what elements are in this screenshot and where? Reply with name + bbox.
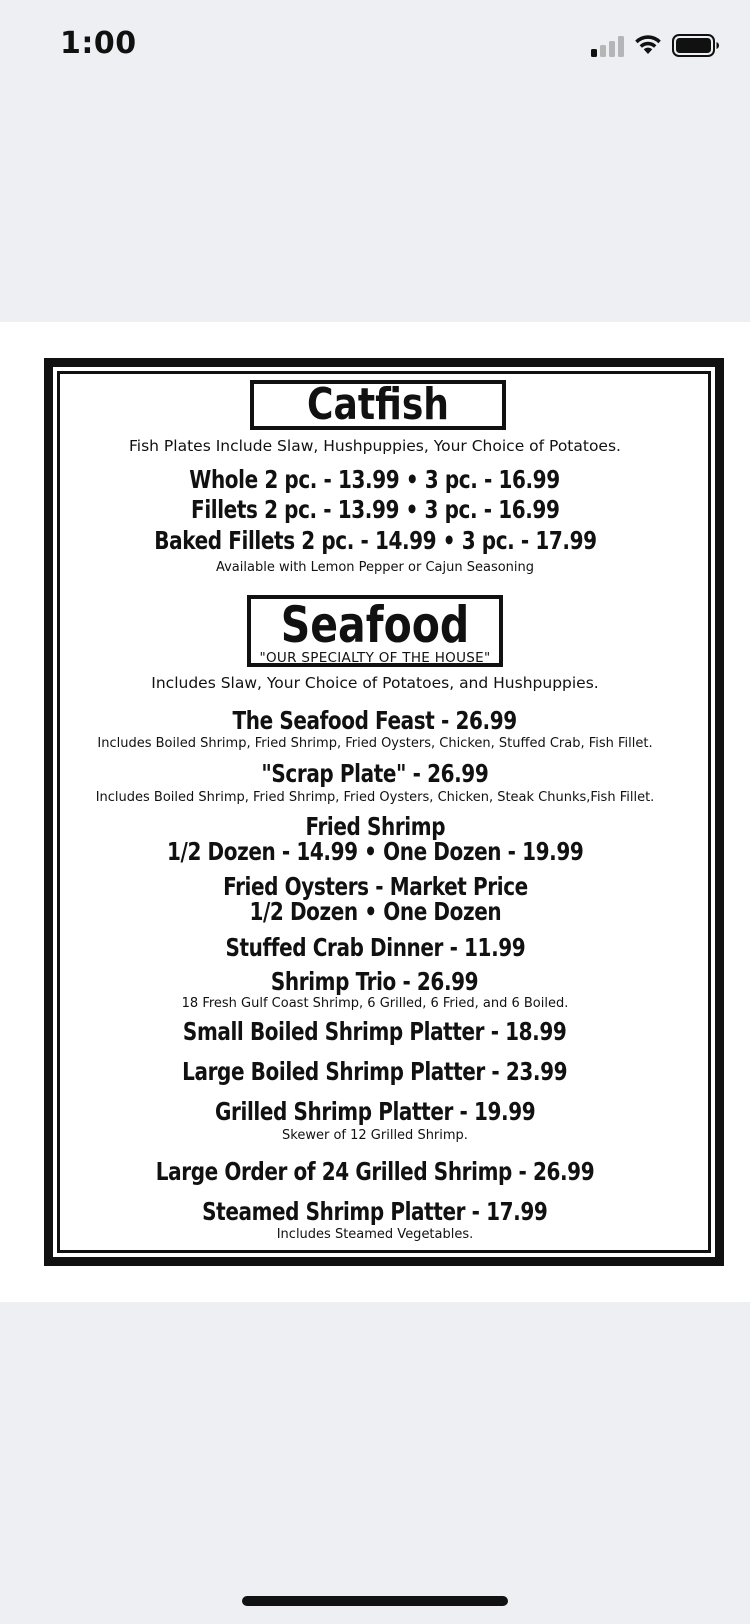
fried-oysters: Fried Oysters - Market Price [222,872,528,901]
seafood-subtitle: Includes Slaw, Your Choice of Potatoes, and Hushpuppies. [151,674,599,692]
small-boiled-shrimp-platter: Small Boiled Shrimp Platter - 18.99 [183,1017,567,1046]
large-boiled-shrimp-platter: Large Boiled Shrimp Platter - 23.99 [182,1057,568,1086]
grilled-shrimp-platter: Grilled Shrimp Platter - 19.99 [214,1097,536,1126]
steamed-shrimp-platter: Steamed Shrimp Platter - 17.99 [202,1197,548,1226]
catfish-seasoning-note: Available with Lemon Pepper or Cajun Seasoning [215,560,535,575]
grilled-shrimp-platter-desc: Skewer of 12 Grilled Shrimp. [282,1128,468,1143]
status-bar [0,0,750,92]
catfish-item-baked-fillets: Baked Fillets 2 pc. - 14.99 • 3 pc. - 17.99 [153,526,597,555]
shrimp-trio: Shrimp Trio - 26.99 [271,967,479,996]
menu-content [0,322,750,1302]
wifi-icon [633,32,663,56]
large-grilled-shrimp-order: Large Order of 24 Grilled Shrimp - 26.99 [155,1157,595,1186]
status-time: 1:00 [60,26,137,61]
seafood-title-box [247,595,503,667]
shrimp-trio-desc: 18 Fresh Gulf Coast Shrimp, 6 Grilled, 6 Fried, and 6 Boiled. [181,996,569,1011]
catfish-item-whole: Whole 2 pc. - 13.99 • 3 pc. - 16.99 [189,465,561,494]
fried-shrimp: Fried Shrimp [305,812,445,841]
fried-shrimp-prices: 1/2 Dozen - 14.99 • One Dozen - 19.99 [166,837,584,866]
home-indicator[interactable] [242,1596,508,1606]
stuffed-crab-dinner: Stuffed Crab Dinner - 11.99 [225,933,525,962]
steamed-shrimp-platter-desc: Includes Steamed Vegetables. [276,1227,474,1242]
seafood-tagline: "OUR SPECIALTY OF THE HOUSE" [259,650,491,666]
scrap-plate-desc: Includes Boiled Shrimp, Fried Shrimp, Fried Oysters, Chicken, Steak Chunks,Fish Fillet. [95,790,655,805]
menu-image [0,322,750,1302]
catfish-item-fillets: Fillets 2 pc. - 13.99 • 3 pc. - 16.99 [190,495,560,524]
battery-icon [672,34,720,57]
catfish-title: Catfish [307,379,449,430]
cellular-signal-icon [591,35,625,57]
catfish-subtitle: Fish Plates Include Slaw, Hushpuppies, Your Choice of Potatoes. [129,437,621,455]
scrap-plate: "Scrap Plate" - 26.99 [261,759,489,788]
catfish-title-box [250,380,506,430]
seafood-feast-desc: Includes Boiled Shrimp, Fried Shrimp, Fried Oysters, Chicken, Stuffed Crab, Fish Fillet. [97,736,653,751]
seafood-title: Seafood [280,596,470,654]
fried-oysters-sizes: 1/2 Dozen • One Dozen [249,897,501,926]
seafood-feast: The Seafood Feast - 26.99 [232,706,518,735]
